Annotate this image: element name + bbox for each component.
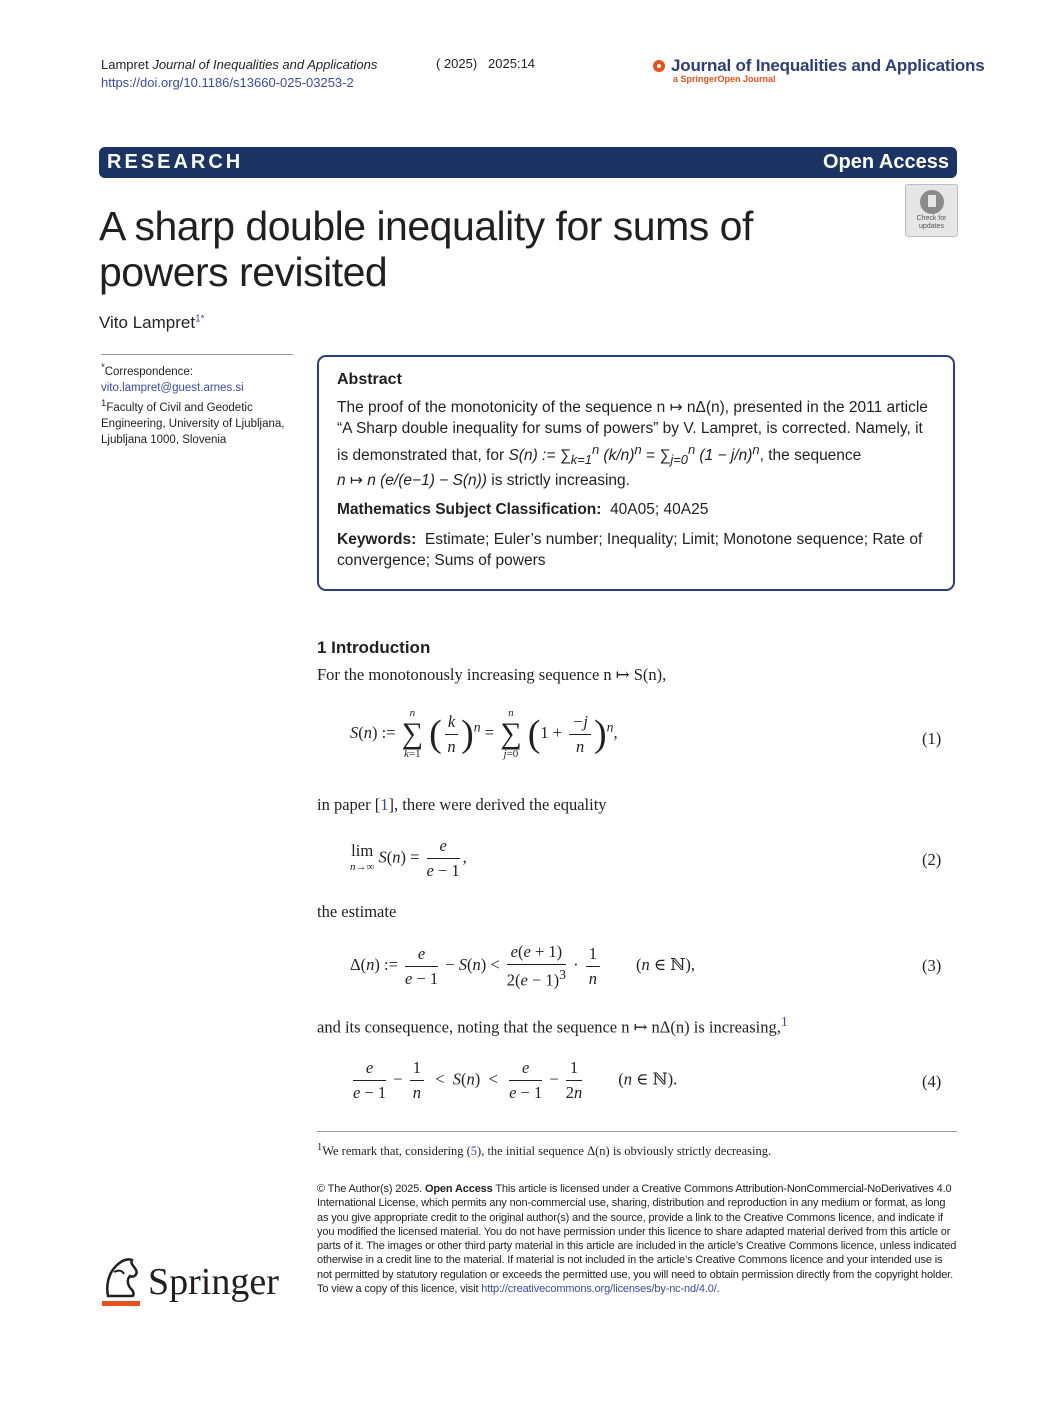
intro-paragraph-1: For the monotonously increasing sequence n ↦ S(n), [317,665,667,684]
keywords-label: Keywords: [337,531,417,549]
equation-3-number: (3) [922,956,942,975]
intro-paragraph-2 [317,795,607,815]
springer-logo [100,1256,279,1308]
check-for-updates-badge[interactable] [905,184,958,237]
correspondence-label: Correspondence: [104,365,193,378]
equation-1-number: (1) [922,729,942,748]
license-body: This article is licensed under a Creative Commons Attribution-NonCommercial-NoDerivatives 4.0 International License, which permits any non-commercial use, sharing, distribution and reproduction in any medium or format, as long as you give appropriate credit to the original author(s) and the source, provide a link to the Creative Commons licence, and indicate if you modified the licensed material. You do not have permission under this licence to share adapted material derived from this article or parts of it. The images or other third party material in this article are included in the article’s Creative Commons licence, unless indicated otherwise in a credit line to the material. If material is not included in the article’s Creative Commons licence and your intended use is not permitted by statutory regulation or exceeds the permitted use, you will need to obtain permission directly from the copyright holder. To view a copy of this licence, visit [317,1183,957,1296]
license-text [317,1182,957,1296]
equation-ref-5[interactable]: 5 [470,1144,478,1159]
intro-paragraph-3: the estimate [317,902,397,921]
msc-line [337,501,935,519]
license-end: . [716,1283,720,1296]
p4-text: and its consequence, noting that the sequence n ↦ nΔ(n) is increasing, [317,1017,781,1037]
equation-4-number: (4) [922,1072,942,1091]
license-copyright: © The Author(s) 2025. [317,1183,423,1195]
section-heading: 1 Introduction [317,638,431,657]
equation-2: lim n→∞ S(n) = $\frac{e}{e - 1}$ , [350,836,467,880]
author-line [99,313,205,333]
journal-logo-subtitle: a SpringerOpen Journal [673,74,776,84]
msc-value: 40A05; 40A25 [610,501,709,519]
intro-paragraph-4 [317,1014,788,1038]
equation-2-number: (2) [922,850,942,869]
keywords-line [337,529,935,571]
footnote-mark: 1 [317,1142,323,1153]
footnote [317,1142,771,1159]
correspondence-block: *Correspondence: vito.lampret@guest.arnes.si $^1$Faculty of Civil and Geodetic Engineering, University of Ljubljana, Ljubljana 1000, Slovenia [101,354,293,448]
footnote-rule [317,1131,957,1132]
abstract-heading: Abstract [337,371,402,388]
header-citation [436,56,535,71]
license-open-access: Open Access [424,1183,493,1195]
correspondence-email[interactable]: vito.lampret@guest.arnes.si [101,381,244,394]
springer-horse-icon [100,1256,142,1308]
equation-3: Δ(n) := $\frac{e}{e - 1}$ − S(n) < $\frac{e(e + 1)}{2(e - 1)^3}$ · $\frac{1}{n}$ (n ∈ ℕ), [350,942,695,990]
footnote-text: We remark that, considering ( [322,1144,471,1159]
footnote-text-end: ), the initial sequence Δ(n) is obviously strictly decreasing. [477,1144,772,1159]
footnote-link-1[interactable]: 1 [780,1014,788,1029]
article-title: A sharp double inequality for sums of powers revisited [99,203,753,295]
check-for-updates-label: Check for updates [916,215,947,230]
equation-1: S(n) := n ∑ k=1 ( $\frac{k}{n}$ )$^n$ = n ∑ j=0 (1 + $\frac{-j}{n}$ )$^n$, [350,707,618,760]
header-article-number: 2025:14 [488,56,536,71]
header-year: ( 2025) [436,56,478,71]
abstract-box [317,355,955,591]
crossmark-icon [920,190,944,214]
msc-label: Mathematics Subject Classification: [337,501,602,519]
abstract-formula-seq: n ↦ n (e/(e−1) − S(n)) [337,472,487,490]
abstract-sentence-2-end: , the sequence [759,447,862,465]
p2-text: in paper [ [317,795,381,814]
equation-4: $\frac{e}{e - 1}$ − $\frac{1}{n}$ < S(n) < $\frac{e}{e - 1}$ − $\frac{1}{2n}$ (n ∈ ℕ). [353,1058,678,1102]
abstract-sentence-3: is strictly increasing. [486,472,630,490]
running-header [101,56,377,92]
abstract-sentence-1: The proof of the monotonicity of the sequence n ↦ nΔ(n), presented in the 2011 article “A Sharp double inequality for sums of powers” by V. Lampret, is corrected. [337,399,928,437]
author-name[interactable]: Vito Lampret [99,313,196,332]
springer-wordmark: Springer [148,1261,279,1303]
abstract-text [337,397,935,491]
affiliation: Faculty of Civil and Geodetic Engineering, University of Ljubljana, Ljubljana 1000, Slovenia [101,401,285,446]
doi-link[interactable]: https://doi.org/10.1186/s13660-025-03253-2 [101,75,354,90]
journal-logo-icon [653,60,665,72]
header-author: Lampret [101,57,149,72]
p2-text-end: ], there were derived the equality [388,795,607,814]
header-journal: Journal of Inequalities and Applications [152,57,378,72]
open-access-label: Open Access [823,151,949,173]
journal-logo-title: Journal of Inequalities and Applications [671,56,985,75]
article-type: RESEARCH [107,151,244,173]
journal-logo[interactable] [653,56,984,84]
keywords-value: Estimate; Euler’s number; Inequality; Limit; Monotone sequence; Rate of convergence; Sums of powers [337,531,923,570]
author-affiliation-mark: 1* [195,313,205,325]
abstract-sentence-2: Namely, it is demonstrated that, for [337,420,923,465]
citation-link-1[interactable]: 1 [380,795,389,814]
abstract-formula-s: S(n) := $\sum_{k=1}^n$ $(k/n)^n = \sum_{j=0}^n$ $(1 - j/n)^n$ [508,442,760,468]
license-url[interactable]: http://creativecommons.org/licenses/by-nc-nd/4.0/ [481,1283,717,1296]
article-type-banner [99,147,957,178]
